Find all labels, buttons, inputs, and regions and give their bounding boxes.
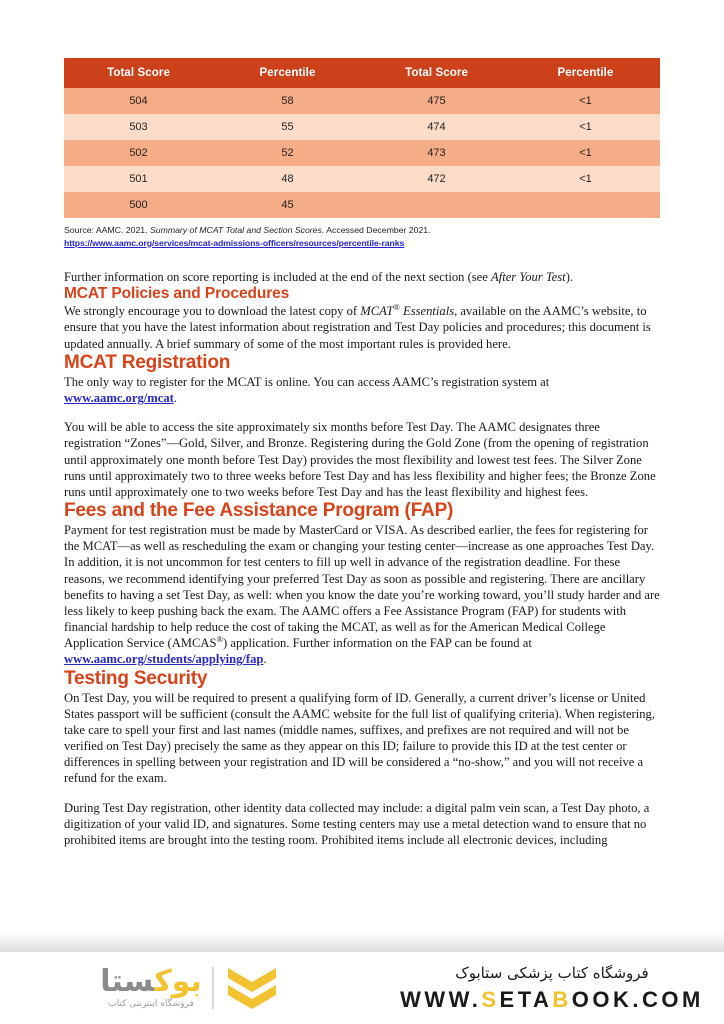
aamc-mcat-link[interactable]: www.aamc.org/mcat xyxy=(64,390,174,405)
cell-percentile: <1 xyxy=(511,88,660,114)
setabook-logo[interactable] xyxy=(100,965,280,1011)
percentile-score-table xyxy=(64,58,660,218)
cell-total-score: 500 xyxy=(64,192,213,218)
policies-text-b: , available on the AAMC’s website, to ensure that you have the latest information about registration and Test Day policies and procedures; this document is updated annually. A brief summary of some of the most important rules is provided here. xyxy=(64,304,651,351)
logo-text-block xyxy=(100,964,202,1009)
cell-total-score: 473 xyxy=(362,140,511,166)
logo-word-gold: بوک xyxy=(154,964,202,999)
url-eta: ETA xyxy=(499,986,553,1012)
source-prefix: Source: AAMC. 2021. xyxy=(64,225,150,235)
column-header-percentile-2: Percentile xyxy=(511,58,660,88)
cell-total-score: 474 xyxy=(362,114,511,140)
fees-text-c: . xyxy=(263,652,267,667)
heading-mcat-policies-and-procedures: MCAT Policies and Procedures xyxy=(64,285,290,303)
registered-trademark-icon: ® xyxy=(216,634,224,645)
cell-total-score: 472 xyxy=(362,166,511,192)
footer-website-url[interactable] xyxy=(400,987,704,1013)
intro-paragraph xyxy=(64,269,660,285)
footer-logo-area xyxy=(0,965,380,1011)
cell-total-score: 504 xyxy=(64,88,213,114)
table-row xyxy=(64,166,660,192)
cell-total-score: 503 xyxy=(64,114,213,140)
cell-percentile: 58 xyxy=(213,88,362,114)
registration-text-b: . xyxy=(173,390,177,405)
cell-percentile: 45 xyxy=(213,192,362,218)
registration-text-a: The only way to register for the MCAT is online. You can access AAMC’s registration system at xyxy=(64,374,550,389)
cell-percentile: 52 xyxy=(213,140,362,166)
table-row xyxy=(64,114,660,140)
cell-total-score: 501 xyxy=(64,166,213,192)
footer-tagline-persian: فروشگاه کتاب پزشکی ستابوک xyxy=(455,963,649,982)
registration-paragraph-1 xyxy=(64,374,660,406)
heading-fees-and-fap: Fees and the Fee Assistance Program (FAP) xyxy=(64,500,454,522)
cell-total-score: 502 xyxy=(64,140,213,166)
source-title: Summary of MCAT Total and Section Scores. xyxy=(149,225,325,235)
table-row xyxy=(64,140,660,166)
policies-italic-mcat: MCAT xyxy=(360,304,394,319)
security-paragraph-2: During Test Day registration, other identity data collected may include: a digital palm vein scan, a Test Day photo, a digitization of your valid ID, and signatures. Some testing centers may use a metal detection wand to ensure that no prohibited items are brought into the testing room. Prohibited items include all electronic devices, including xyxy=(64,800,650,847)
column-header-total-score-1: Total Score xyxy=(64,58,213,88)
url-ook-com: OOK.COM xyxy=(571,986,704,1012)
footer-branding-bar xyxy=(0,952,724,1024)
cell-percentile: <1 xyxy=(511,140,660,166)
logo-word-gray: ستا xyxy=(100,964,155,999)
heading-testing-security: Testing Security xyxy=(64,667,208,689)
intro-italic-reference: After Your Test xyxy=(491,270,566,285)
footer-site-info xyxy=(380,964,724,1013)
url-www: WWW. xyxy=(400,986,482,1012)
cell-percentile-empty xyxy=(511,192,660,218)
source-url-link[interactable]: https://www.aamc.org/services/mcat-admissions-officers/resources/percentile-ranks xyxy=(64,237,405,248)
registration-paragraph-2: You will be able to access the site approximately six months before Test Day. The AAMC designates three registration “Zones”—Gold, Silver, and Bronze. Registering during the Gold Zone (from the opening of registration until approximately one month before Test Day) provides the most flexibility and lowest test fees. The Silver Zone runs until approximately two to three weeks before Test Day and has less flexibility and higher fees; the Bronze Zone runs until approximately one to two weeks before Test Day and has the least flexibility and highest fees. xyxy=(64,420,656,499)
cell-total-score: 475 xyxy=(362,88,511,114)
page-content xyxy=(64,58,660,848)
url-letter-s: S xyxy=(481,986,500,1012)
page-bottom-fade xyxy=(0,918,724,952)
policies-text-a: We strongly encourage you to download the latest copy of xyxy=(64,304,361,319)
chevron-logo-icon xyxy=(224,965,280,1011)
cell-percentile: <1 xyxy=(511,166,660,192)
cell-percentile: 55 xyxy=(213,114,362,140)
table-row xyxy=(64,88,660,114)
source-suffix: Accessed December 2021. xyxy=(324,225,431,235)
logo-divider xyxy=(212,967,214,1009)
intro-text-before: Further information on score reporting is included at the end of the next section (see xyxy=(64,270,492,285)
cell-percentile: <1 xyxy=(511,114,660,140)
cell-percentile: 48 xyxy=(213,166,362,192)
logo-wordmark xyxy=(100,964,202,999)
aamc-fap-link[interactable]: www.aamc.org/students/applying/fap xyxy=(64,652,264,667)
intro-text-after: ). xyxy=(565,270,574,285)
column-header-percentile-1: Percentile xyxy=(213,58,362,88)
logo-subtitle: فروشگاه اینترنتی کتاب xyxy=(108,999,194,1009)
registered-trademark-icon: ® xyxy=(393,302,400,313)
column-header-total-score-2: Total Score xyxy=(362,58,511,88)
heading-mcat-registration: MCAT Registration xyxy=(64,351,231,373)
fees-text-b: ) application. Further information on the FAP can be found at xyxy=(223,636,532,651)
table-row xyxy=(64,192,660,218)
policies-italic-essentials: Essentials xyxy=(399,304,455,319)
policies-paragraph xyxy=(64,303,660,352)
table-header-row xyxy=(64,58,660,88)
url-letter-b: B xyxy=(552,986,572,1012)
fees-paragraph xyxy=(64,522,660,668)
table-source-note xyxy=(64,225,660,249)
security-paragraph-1: On Test Day, you will be required to present a qualifying form of ID. Generally, a current driver’s license or United States passport will be sufficient (consult the AAMC website for the full list of qualifying criteria). When registering, take care to spell your first and last names (middle names, suffixes, and prefixes are not required and will not be verified on Test Day) precisely the same as they appear on this ID; failure to provide this ID at the test center or differences in spelling between your registration and ID will be considered a “no-show,” and you will not receive a refund for the exam. xyxy=(64,690,655,786)
fees-text-a: Payment for test registration must be made by MasterCard or VISA. As described earlier, the fees for registering for the MCAT—as well as rescheduling the exam or changing your testing center—increase as one approaches Test Day. In addition, it is not uncommon for test centers to fill up well in advance of the registration deadline. For these reasons, we recommend identifying your preferred Test Day as soon as possible and registering. There are ancillary benefits to having a set Test Day, as well: when you know the date you’re working toward, you’ll study harder and are less likely to keep pushing back the exam. The AAMC offers a Fee Assistance Program (FAP) for students with financial hardship to help reduce the cost of taking the MCAT, as well as for the American Medical College Application Service (AMCAS xyxy=(64,523,660,651)
cell-total-score-empty xyxy=(362,192,511,218)
